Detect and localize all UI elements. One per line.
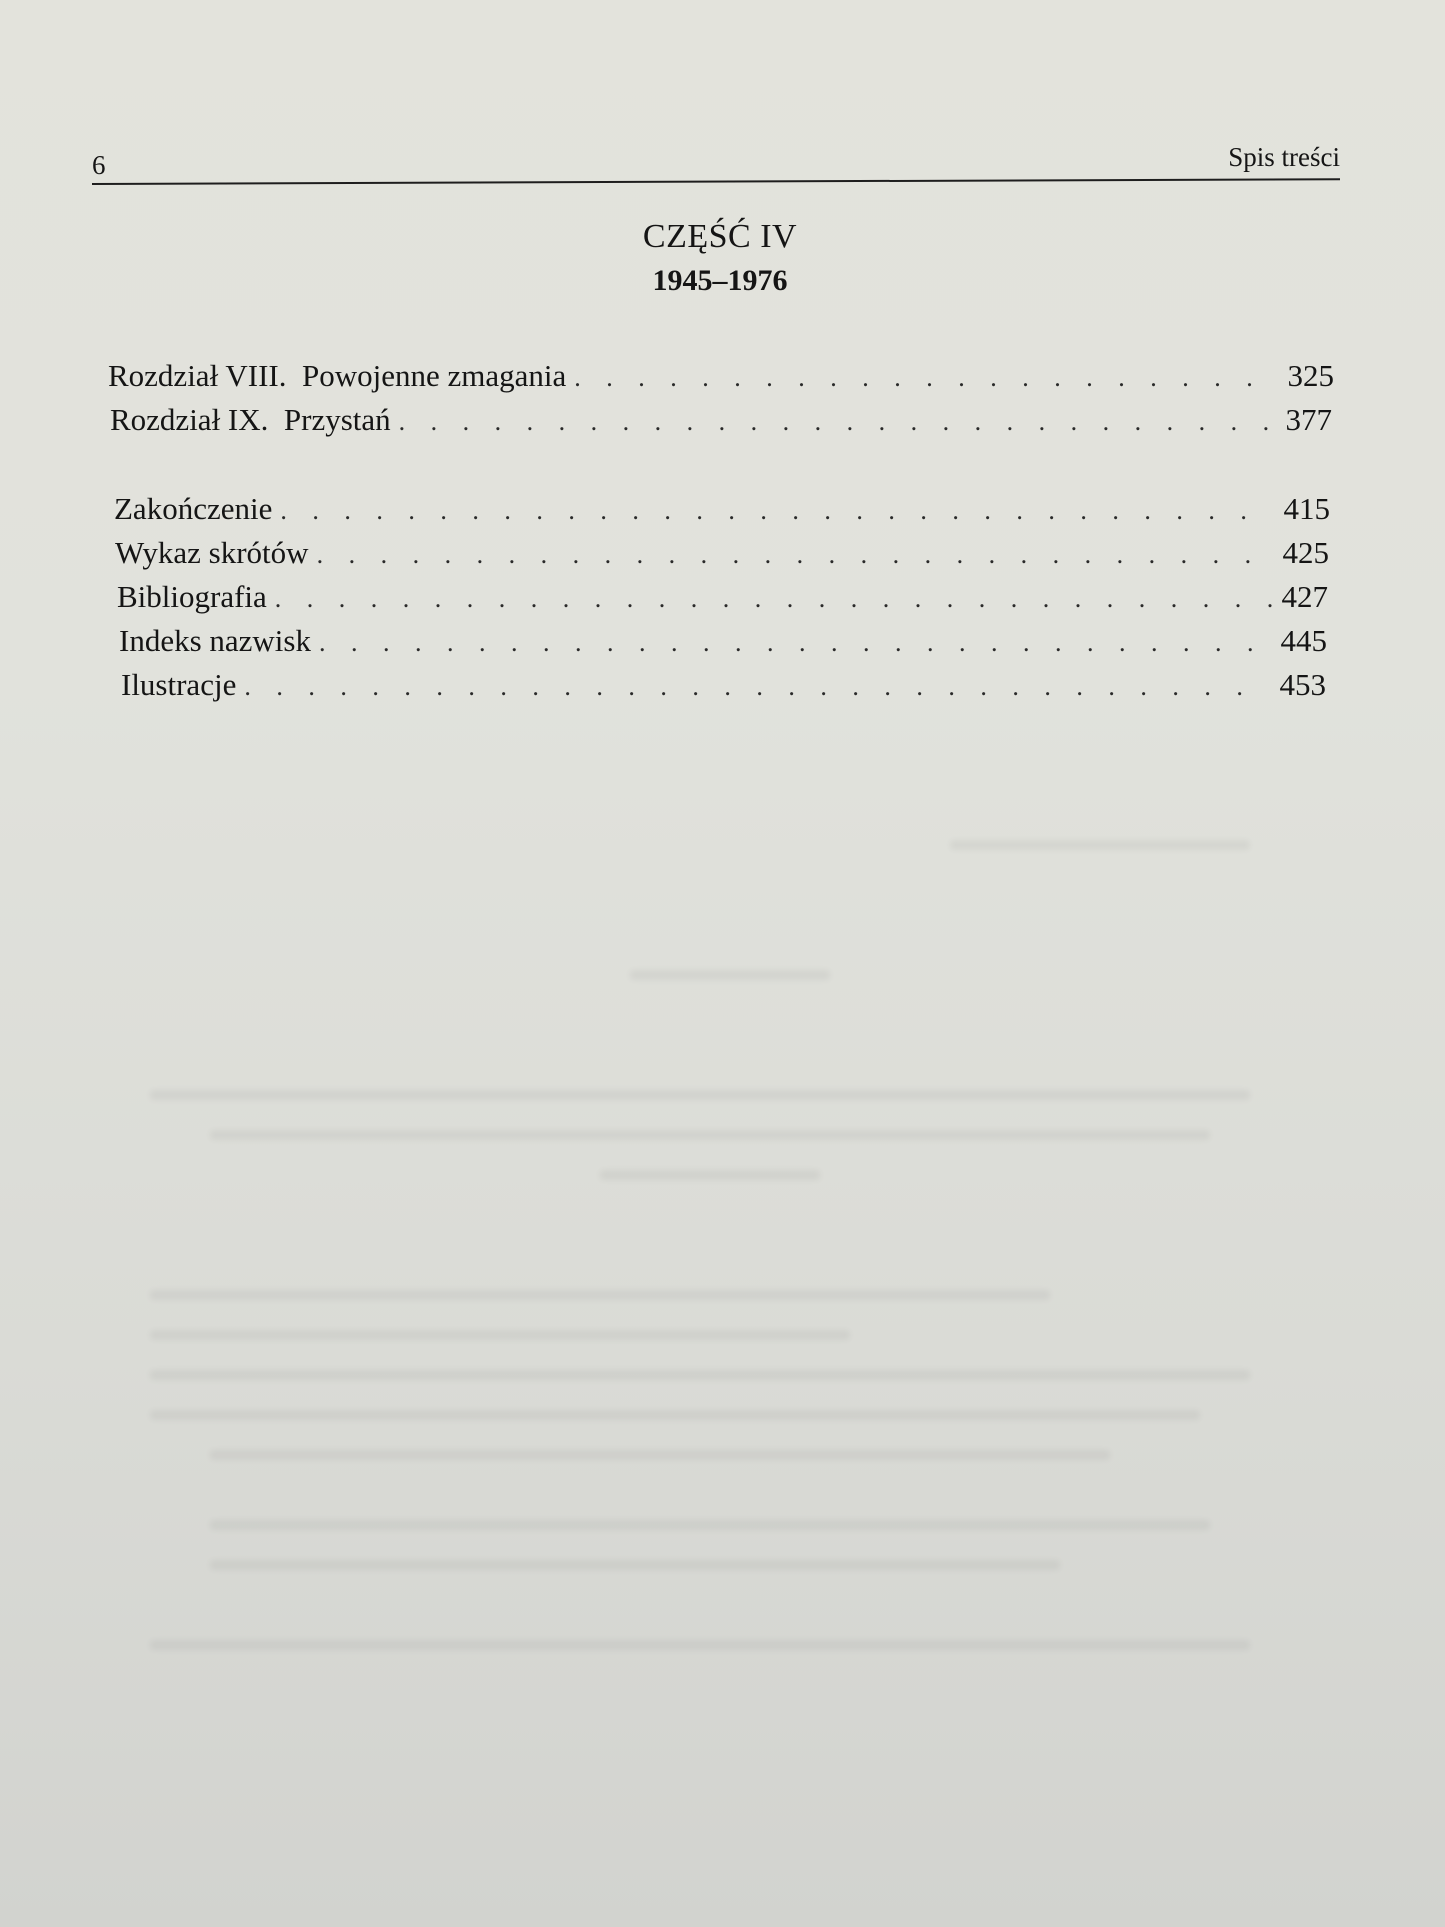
toc-entry-label: Rozdział IX. Przystań: [110, 402, 391, 437]
toc-entry-label: Zakończenie: [114, 491, 273, 526]
dot-leader: [280, 489, 1274, 533]
toc-entry-page: 415: [1283, 491, 1330, 526]
toc-entry: [108, 619, 1334, 663]
toc-entry: [108, 398, 1334, 442]
toc-back-matter: [108, 487, 1334, 707]
toc-entry-label: Rozdział VIII. Powojenne zmagania: [108, 358, 567, 393]
dot-leader: [574, 356, 1278, 400]
part-years: 1945–1976: [652, 264, 788, 297]
toc-entry: [108, 487, 1334, 531]
page-number: 6: [92, 150, 106, 180]
running-title: Spis treści: [1228, 142, 1340, 172]
toc-entry: [108, 354, 1334, 398]
toc-entry-page: 377: [1285, 402, 1332, 437]
toc-entry-page: 453: [1279, 667, 1326, 702]
toc-entry-page: 445: [1280, 623, 1327, 658]
dot-leader: [399, 400, 1276, 444]
toc-entry: [108, 575, 1334, 619]
toc-entry-page: 427: [1281, 579, 1328, 614]
toc-entry: [108, 663, 1334, 707]
toc-entry-label: Indeks nazwisk: [119, 623, 311, 658]
toc-entry-label: Ilustracje: [121, 667, 237, 702]
part-heading: [560, 215, 880, 303]
dot-leader: [319, 621, 1271, 665]
toc-entry-page: 425: [1282, 535, 1329, 570]
show-through-texture: [150, 820, 1300, 1720]
dot-leader: [275, 577, 1272, 621]
toc-entry-page: 325: [1287, 358, 1334, 393]
toc-entry: [108, 531, 1334, 575]
toc-entry-label: Wykaz skrótów: [115, 535, 309, 570]
part-title: CZĘŚĆ IV: [642, 218, 798, 255]
dot-leader: [317, 533, 1273, 577]
toc-entry-label: Bibliografia: [117, 579, 267, 614]
toc-chapters: [108, 354, 1334, 442]
dot-leader: [244, 665, 1270, 709]
